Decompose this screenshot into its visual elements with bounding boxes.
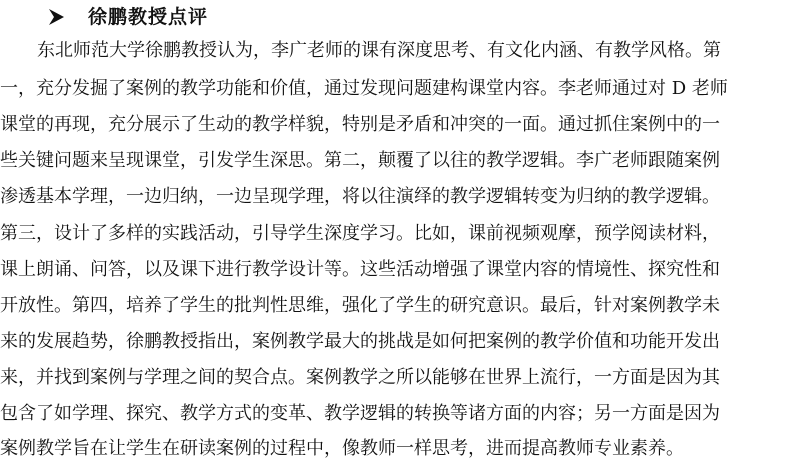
- paragraph-line: 课上朗诵、问答，以及课下进行教学设计等。这些活动增强了课堂内容的情境性、探究性和: [0, 259, 720, 280]
- paragraph-line: 课堂的再现，充分展示了生动的教学样貌，特别是矛盾和冲突的一面。通过抓住案例中的一: [0, 114, 720, 135]
- paragraph-line: 东北师范大学徐鹏教授认为，李广老师的课有深度思考、有文化内涵、有教学风格。第: [37, 40, 721, 61]
- paragraph-line: 包含了如学理、探究、教学方式的变革、教学逻辑的转换等诸方面的内容；另一方面是因为: [0, 403, 720, 424]
- paragraph-line: 些关键问题来呈现课堂，引发学生深思。第二，颠覆了以往的教学逻辑。李广老师跟随案例: [0, 150, 720, 171]
- arrowhead-bullet-icon: [46, 7, 66, 27]
- paragraph-line: 开放性。第四，培养了学生的批判性思维，强化了学生的研究意识。最后，针对案例教学未: [0, 295, 720, 316]
- paragraph-line: 第三，设计了多样的实践活动，引导学生深度学习。比如，课前视频观摩，预学阅读材料，: [0, 223, 720, 244]
- paragraph-line: 来的发展趋势，徐鹏教授指出，案例教学最大的挑战是如何把案例的教学价值和功能开发出: [0, 331, 720, 352]
- heading-title: 徐鹏教授点评: [88, 6, 209, 28]
- paragraph-line: 渗透基本学理，一边归纳，一边呈现学理，将以往演绎的教学逻辑转变为归纳的教学逻辑。: [0, 186, 720, 207]
- paragraph-line: 来，并找到案例与学理之间的契合点。案例教学之所以能够在世界上流行，一方面是因为其: [0, 367, 720, 388]
- paragraph-line: 一，充分发掘了案例的教学功能和价值，通过发现问题建构课堂内容。李老师通过对 D 老师: [0, 78, 728, 99]
- section-heading: [0, 0, 790, 34]
- paragraph-line: 案例教学旨在让学生在研读案例的过程中，像教师一样思考，进而提高教师专业素养。: [0, 438, 684, 459]
